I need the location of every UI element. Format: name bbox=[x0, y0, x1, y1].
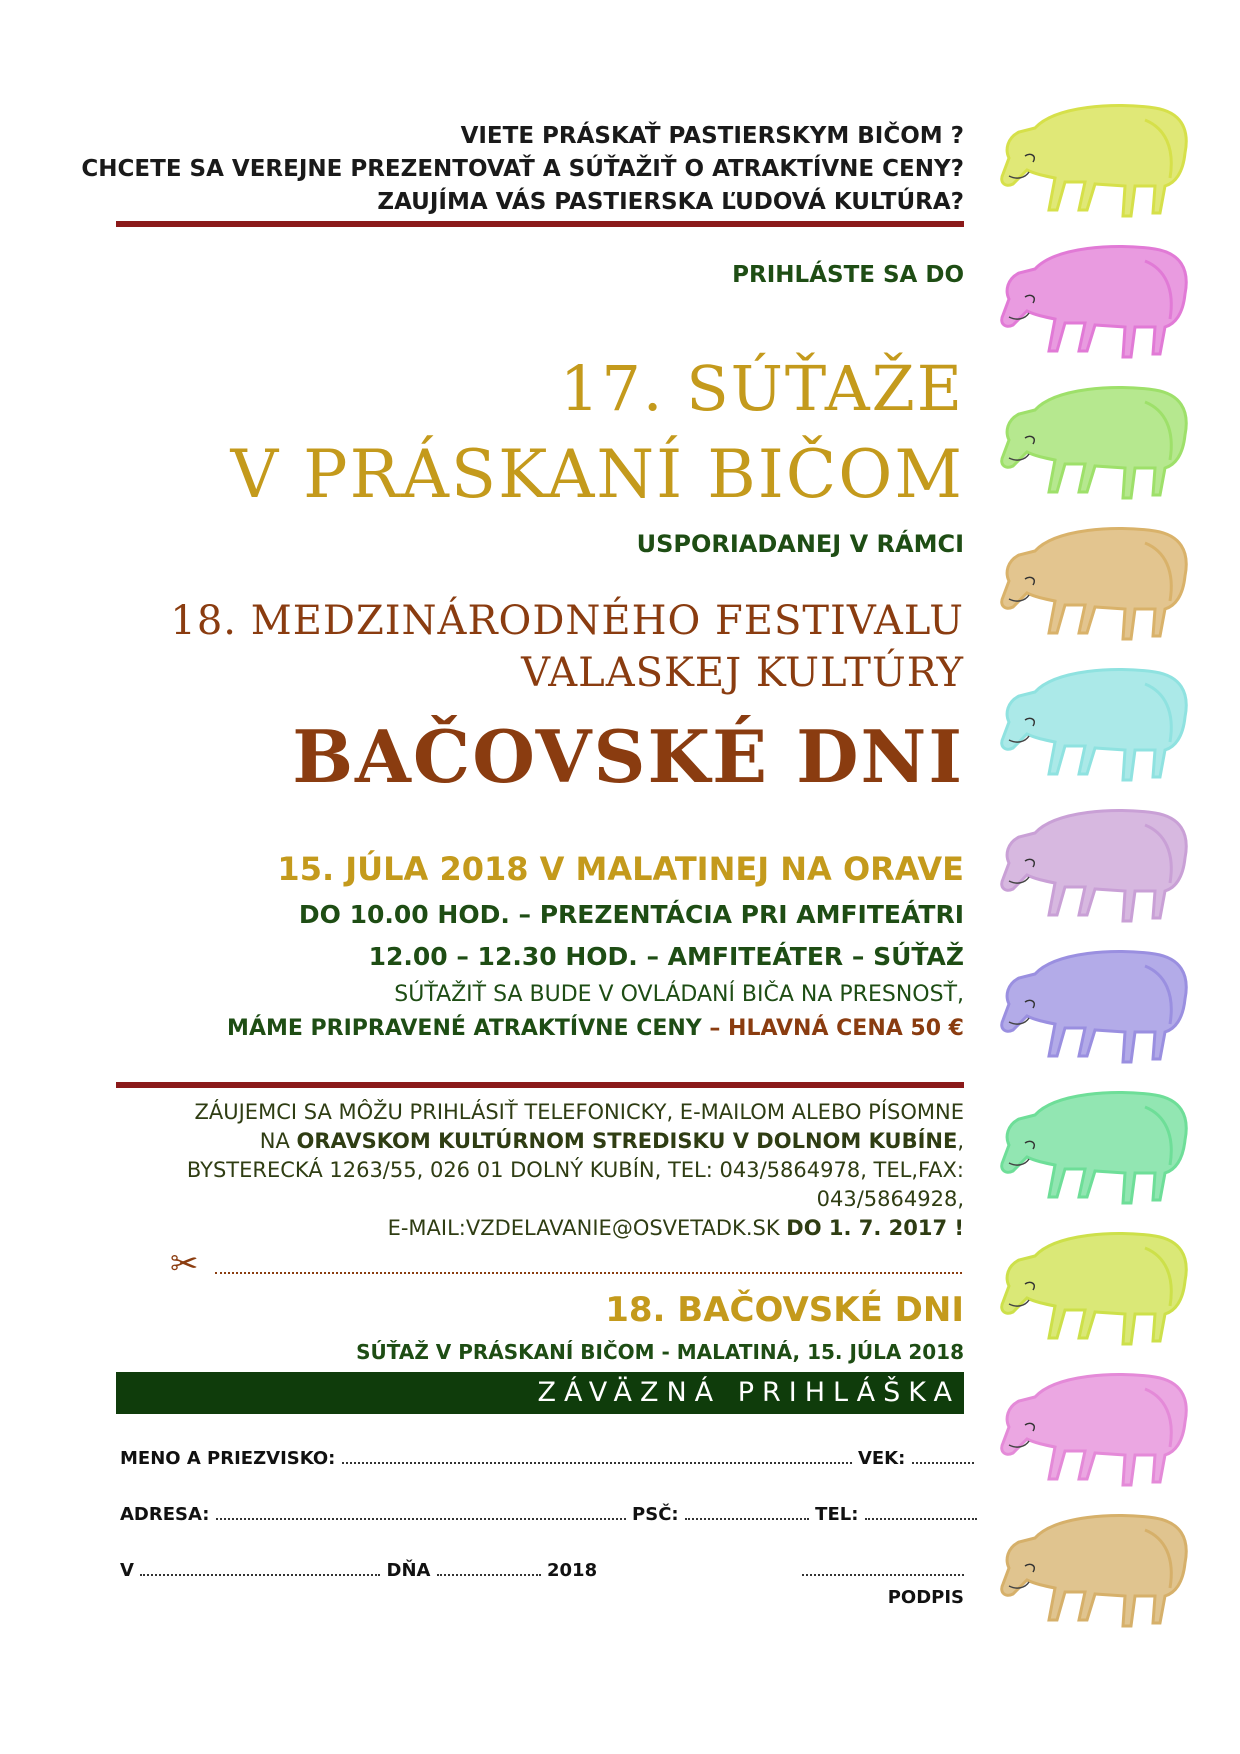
place-date-row bbox=[120, 1560, 964, 1581]
scissors-icon: ✂ bbox=[170, 1244, 199, 1284]
sheep-icon bbox=[995, 1367, 1195, 1493]
form-banner: ZÁVÄZNÁ PRIHLÁŠKA bbox=[116, 1372, 964, 1414]
sheep-icon bbox=[995, 521, 1195, 647]
name-field[interactable] bbox=[342, 1448, 852, 1464]
title-line-1: 17. SÚŤAŽE bbox=[559, 352, 964, 425]
festival-line-2: VALASKEJ KULTÚRY bbox=[521, 650, 964, 696]
place-label: V bbox=[120, 1560, 134, 1581]
organizer-name: ORAVSKOM KULTÚRNOM STREDISKU V DOLNOM KUBÍNE bbox=[296, 1129, 958, 1153]
address-row bbox=[120, 1504, 964, 1525]
sheep-icon bbox=[995, 1226, 1195, 1352]
prizes bbox=[227, 1016, 964, 1041]
sheep-icon bbox=[995, 662, 1195, 788]
zip-field[interactable] bbox=[685, 1504, 809, 1520]
zip-label: PSČ: bbox=[632, 1504, 679, 1525]
tel-field[interactable] bbox=[865, 1504, 977, 1520]
registration-deadline: DO 1. 7. 2017 ! bbox=[786, 1216, 964, 1240]
date-label: DŇA bbox=[386, 1560, 431, 1581]
question-2: CHCETE SA VEREJNE PREZENTOVAŤ A SÚŤAŽIŤ O ATRAKTÍVNE CENY? bbox=[81, 156, 964, 182]
sheep-icon bbox=[995, 944, 1195, 1070]
schedule-1: DO 10.00 HOD. – PREZENTÁCIA PRI AMFITEÁTRI bbox=[298, 900, 964, 929]
sheep-icon bbox=[995, 380, 1195, 506]
form-event-title: 18. BAČOVSKÉ DNI bbox=[605, 1290, 964, 1330]
competition-note: SÚŤAŽIŤ SA BUDE V OVLÁDANÍ BIČA NA PRESNOSŤ, bbox=[394, 982, 964, 1007]
festival-line-1: 18. MEDZINÁRODNÉHO FESTIVALU bbox=[170, 598, 964, 644]
contact-line-3: BYSTERECKÁ 1263/55, 026 01 DOLNÝ KUBÍN, TEL: 043/5864978, TEL,FAX: bbox=[186, 1158, 964, 1182]
cut-line bbox=[215, 1272, 962, 1274]
sheep-icon bbox=[995, 239, 1195, 365]
organized-within: USPORIADANEJ V RÁMCI bbox=[636, 530, 964, 558]
age-label: VEK: bbox=[857, 1448, 906, 1469]
contact-prefix: NA bbox=[259, 1129, 297, 1153]
tel-label: TEL: bbox=[815, 1504, 859, 1525]
address-label: ADRESA: bbox=[120, 1504, 210, 1525]
schedule-2: 12.00 – 12.30 HOD. – AMFITEÁTER – SÚŤAŽ bbox=[368, 942, 964, 971]
contact-line-2 bbox=[260, 1127, 964, 1156]
festival-name: BAČOVSKÉ DNI bbox=[292, 714, 964, 799]
contact-line-4: 043/5864928, bbox=[816, 1187, 964, 1211]
name-row bbox=[120, 1448, 964, 1469]
main-prize: – HLAVNÁ CENA 50 € bbox=[701, 1016, 964, 1041]
sheep-icon bbox=[995, 1085, 1195, 1211]
contact-comma: , bbox=[957, 1129, 964, 1153]
prizes-text: MÁME PRIPRAVENÉ ATRAKTÍVNE CENY bbox=[227, 1016, 702, 1041]
address-field[interactable] bbox=[216, 1504, 626, 1520]
signature-label: PODPIS bbox=[887, 1587, 964, 1608]
sheep-icon bbox=[995, 803, 1195, 929]
question-1: VIETE PRÁSKAŤ PASTIERSKYM BIČOM ? bbox=[460, 123, 964, 149]
middle-divider bbox=[116, 1082, 964, 1088]
register-intro: PRIHLÁSTE SA DO bbox=[732, 262, 964, 288]
signature-field[interactable] bbox=[802, 1560, 964, 1576]
title-line-2: V PRÁSKANÍ BIČOM bbox=[230, 436, 964, 513]
form-subtitle: SÚŤAŽ V PRÁSKANÍ BIČOM - MALATINÁ, 15. JÚLA 2018 bbox=[356, 1340, 964, 1364]
question-3: ZAUJÍMA VÁS PASTIERSKA ĽUDOVÁ KULTÚRA? bbox=[377, 189, 964, 215]
date-place: 15. JÚLA 2018 V MALATINEJ NA ORAVE bbox=[277, 850, 964, 888]
sheep-icon bbox=[995, 98, 1195, 224]
top-divider bbox=[116, 221, 964, 227]
contact-email: E-MAIL:VZDELAVANIE@OSVETADK.SK bbox=[387, 1216, 787, 1240]
contact-line-5 bbox=[388, 1214, 964, 1243]
sheep-icon bbox=[995, 1508, 1195, 1634]
contact-line-1: ZÁUJEMCI SA MÔŽU PRIHLÁSIŤ TELEFONICKY, E-MAILOM ALEBO PÍSOMNE bbox=[194, 1100, 964, 1124]
name-label: MENO A PRIEZVISKO: bbox=[120, 1448, 336, 1469]
year-label: 2018 bbox=[547, 1560, 598, 1581]
date-field[interactable] bbox=[437, 1560, 541, 1576]
place-field[interactable] bbox=[140, 1560, 380, 1576]
age-field[interactable] bbox=[912, 1448, 974, 1464]
